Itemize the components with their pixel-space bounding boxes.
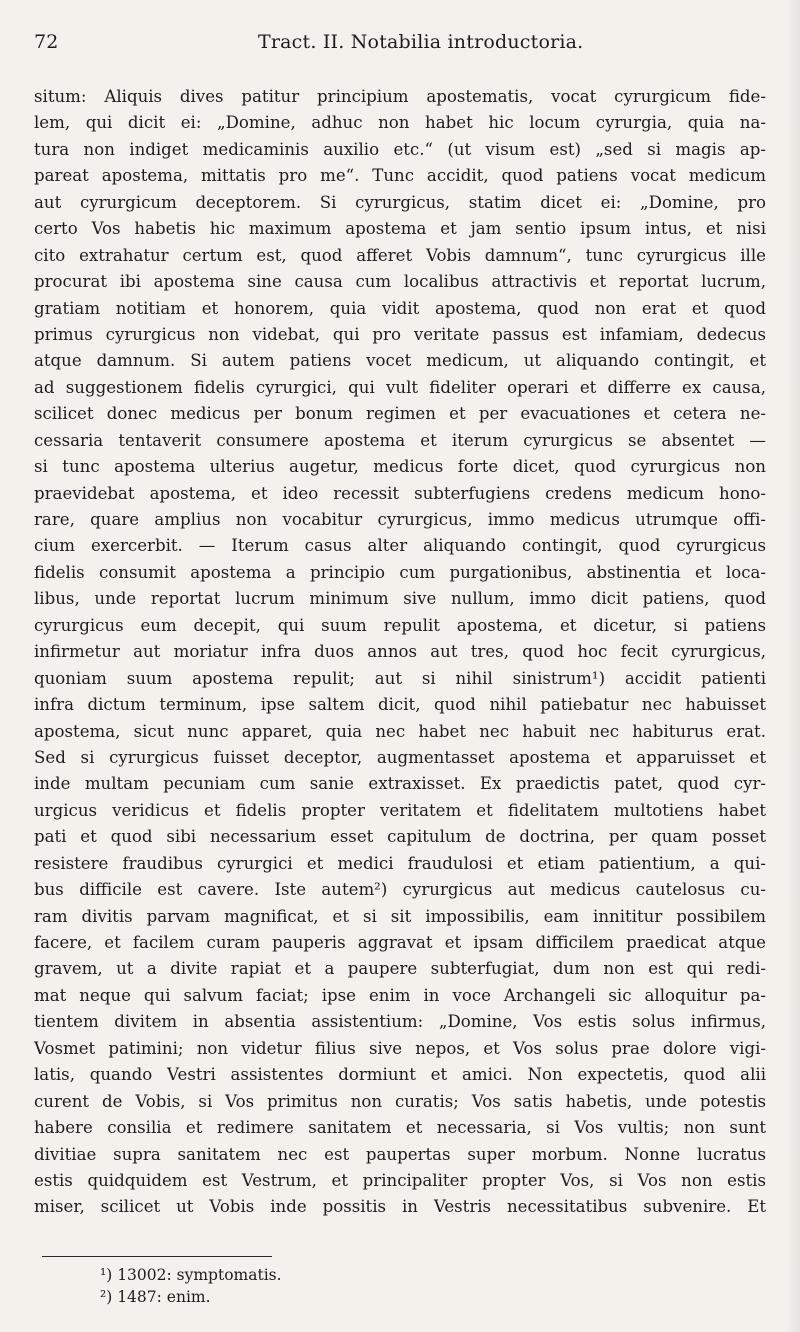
running-title: Tract. II. Notabilia introductoria. <box>258 31 584 53</box>
text-line: gratiam notitiam et honorem, quia vidit apostema, quod non erat et quod <box>34 298 766 318</box>
text-line: si tunc apostema ulterius augetur, medicus forte dicet, quod cyrurgicus non <box>34 457 766 477</box>
page-number: 72 <box>34 31 59 53</box>
text-line: divitiae supra sanitatem nec est paupertas super morbum. Nonne lucratus <box>34 1144 766 1164</box>
text-line: infirmetur aut moriatur infra duos annos aut tres, quod hoc fecit cyrurgicus, <box>34 642 766 662</box>
footnote-rule <box>42 1256 272 1257</box>
text-line: estis quidquidem est Vestrum, et principaliter propter Vos, si Vos non estis <box>34 1170 766 1190</box>
body-text <box>34 84 766 1221</box>
text-line: pati et quod sibi necessarium esset capitulum de doctrina, per quam posset <box>34 827 766 847</box>
text-line: miser, scilicet ut Vobis inde possitis in Vestris necessitatibus subvenire. Et <box>34 1197 766 1217</box>
text-line: certo Vos habetis hic maximum apostema et jam sentio ipsum intus, et nisi <box>34 219 766 239</box>
text-line: urgicus veridicus et fidelis propter veritatem et fidelitatem multotiens habet <box>34 800 766 820</box>
text-line: inde multam pecuniam cum sanie extraxisset. Ex praedictis patet, quod cyr- <box>34 774 766 794</box>
text-line: gravem, ut a divite rapiat et a paupere subterfugiat, dum non est qui redi- <box>34 959 766 979</box>
text-line: procurat ibi apostema sine causa cum localibus attractivis et reportat lucrum, <box>34 272 766 292</box>
footnote-1: ¹) 13002: symptomatis. <box>100 1266 282 1284</box>
text-line: primus cyrurgicus non videbat, qui pro veritate passus est infamiam, dedecus <box>34 324 766 344</box>
text-line: cium exercerbit. — Iterum casus alter aliquando contingit, quod cyrurgicus <box>34 536 766 556</box>
text-line: libus, unde reportat lucrum minimum sive nullum, immo dicit patiens, quod <box>34 589 766 609</box>
text-line: cessaria tentaverit consumere apostema et iterum cyrurgicus se absentet — <box>34 430 766 450</box>
text-line: latis, quando Vestri assistentes dormiunt et amici. Non expectetis, quod alii <box>34 1065 766 1085</box>
text-line: ram divitis parvam magnificat, et si sit impossibilis, eam innititur possibilem <box>34 906 766 926</box>
text-line: Vosmet patimini; non videtur filius sive nepos, et Vos solus prae dolore vigi- <box>34 1038 766 1058</box>
text-line: fidelis consumit apostema a principio cum purgationibus, abstinentia et loca- <box>34 562 766 582</box>
text-line: Sed si cyrurgicus fuisset deceptor, augmentasset apostema et apparuisset et <box>34 747 766 767</box>
text-line: infra dictum terminum, ipse saltem dicit, quod nihil patiebatur nec habuisset <box>34 695 766 715</box>
text-line: praevidebat apostema, et ideo recessit subterfugiens credens medicum hono- <box>34 483 766 503</box>
text-line: habere consilia et redimere sanitatem et necessaria, si Vos vultis; non sunt <box>34 1118 766 1138</box>
text-line: lem, qui dicit ei: „Domine, adhuc non habet hic locum cyrurgia, quia na- <box>34 113 766 133</box>
text-line: resistere fraudibus cyrurgici et medici fraudulosi et etiam patientium, a qui- <box>34 853 766 873</box>
text-line: tientem divitem in absentia assistentium: „Domine, Vos estis solus infirmus, <box>34 1012 766 1032</box>
text-line: pareat apostema, mittatis pro me“. Tunc accidit, quod patiens vocat medicum <box>34 166 766 186</box>
text-line: mat neque qui salvum faciat; ipse enim in voce Archangeli sic alloquitur pa- <box>34 985 766 1005</box>
text-line: facere, et facilem curam pauperis aggravat et ipsam difficilem praedicat atque <box>34 933 766 952</box>
text-line: cyrurgicus eum decepit, qui suum repulit apostema, et dicetur, si patiens <box>34 615 766 635</box>
text-line: tura non indiget medicaminis auxilio etc.“ (ut visum est) „sed si magis ap- <box>34 139 766 159</box>
page-edge-shadow <box>786 0 800 1332</box>
text-line: situm: Aliquis dives patitur principium apostematis, vocat cyrurgicum fide- <box>34 87 766 106</box>
text-line: curent de Vobis, si Vos primitus non curatis; Vos satis habetis, unde potestis <box>34 1091 766 1111</box>
text-line: scilicet donec medicus per bonum regimen et per evacuationes et cetera ne- <box>34 404 766 424</box>
text-line: ad suggestionem fidelis cyrurgici, qui vult fideliter operari et differre ex causa, <box>34 377 766 397</box>
text-line: quoniam suum apostema repulit; aut si nihil sinistrum¹) accidit patienti <box>34 668 766 688</box>
footnote-2: ²) 1487: enim. <box>100 1288 211 1306</box>
text-line: apostema, sicut nunc apparet, quia nec habet nec habuit nec habiturus erat. <box>34 721 766 741</box>
text-line: cito extrahatur certum est, quod afferet Vobis damnum“, tunc cyrurgicus ille <box>34 245 766 265</box>
text-line: aut cyrurgicum deceptorem. Si cyrurgicus, statim dicet ei: „Domine, pro <box>34 192 766 212</box>
text-line: rare, quare amplius non vocabitur cyrurgicus, immo medicus utrumque offi- <box>34 510 766 529</box>
text-line: bus difficile est cavere. Iste autem²) cyrurgicus aut medicus cautelosus cu- <box>34 880 766 900</box>
text-line: atque damnum. Si autem patiens vocet medicum, ut aliquando contingit, et <box>34 351 766 371</box>
footnotes <box>100 1264 500 1308</box>
